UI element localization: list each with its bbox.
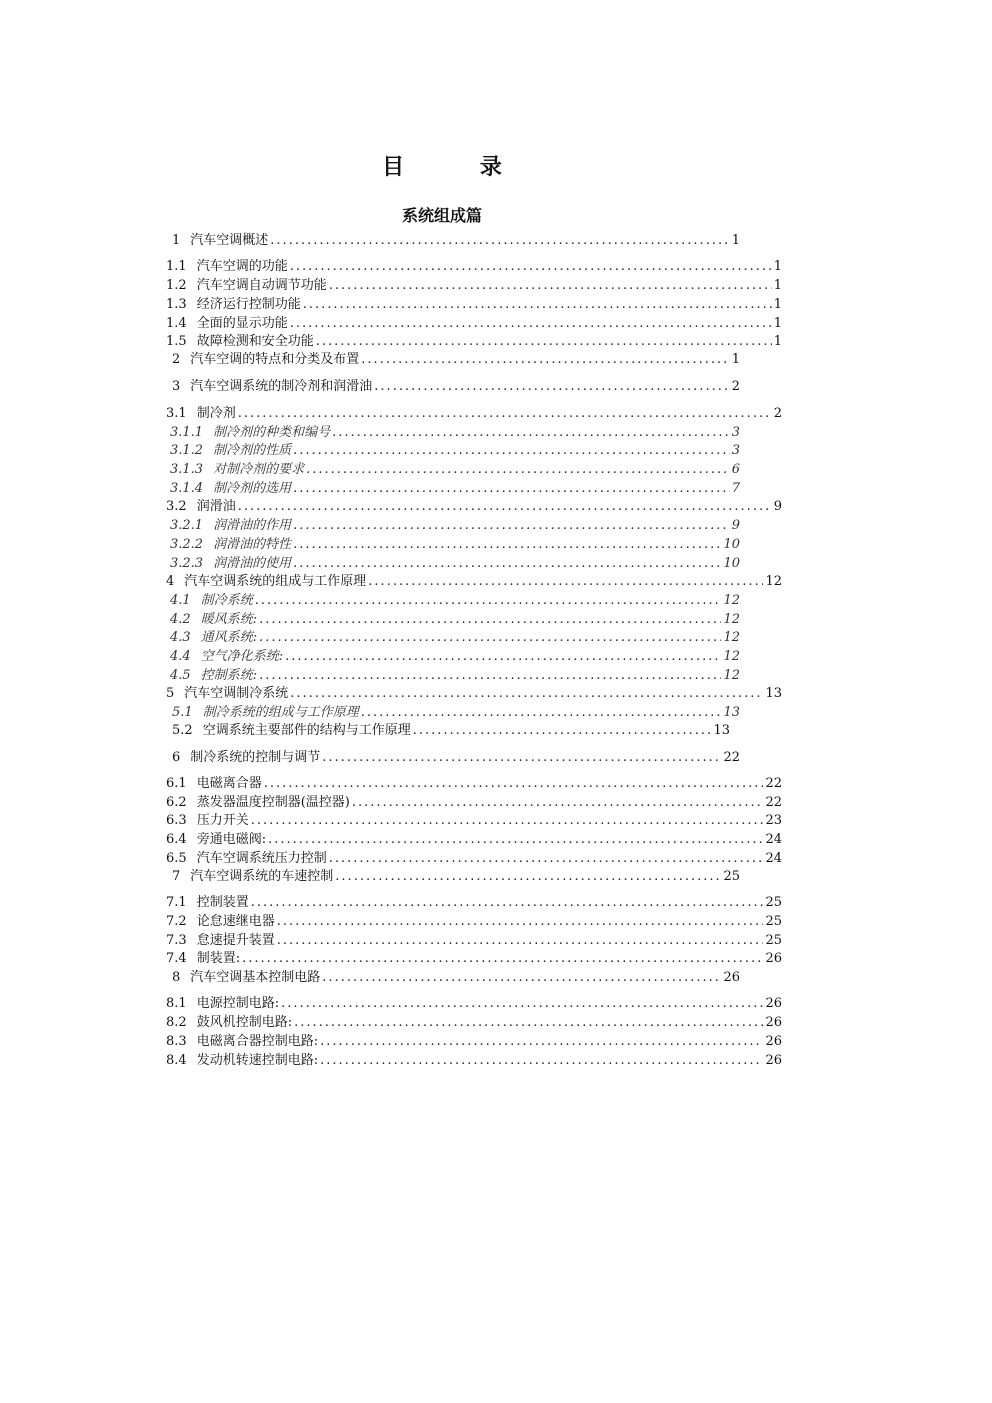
toc-entry[interactable] bbox=[166, 1034, 782, 1050]
toc-entry-title: 润滑油的作用 bbox=[213, 518, 292, 533]
toc-entry[interactable] bbox=[166, 996, 782, 1012]
toc-entry[interactable] bbox=[166, 832, 782, 848]
toc-entry-number: 1.5 bbox=[166, 334, 187, 349]
toc-entry-title: 润滑油的特性 bbox=[213, 537, 292, 552]
toc-entry-number: 1.3 bbox=[166, 297, 187, 312]
dot-leader bbox=[251, 813, 764, 829]
toc-entry[interactable] bbox=[170, 518, 740, 534]
toc-entry-number: 6.1 bbox=[166, 776, 187, 791]
toc-entry[interactable] bbox=[166, 499, 782, 515]
toc-entry-number: 1.4 bbox=[166, 316, 187, 331]
toc-entry[interactable] bbox=[170, 462, 740, 478]
toc-entry-page: 22 bbox=[765, 795, 782, 810]
toc-entry-number: 4.4 bbox=[170, 649, 191, 664]
toc-entry-title: 全面的显示功能 bbox=[196, 316, 288, 331]
toc-entry[interactable] bbox=[172, 723, 730, 739]
toc-entry[interactable] bbox=[166, 851, 782, 867]
toc-entry-page: 22 bbox=[723, 750, 740, 765]
dot-leader bbox=[251, 895, 764, 911]
dot-leader bbox=[329, 851, 764, 867]
toc-entry-page: 26 bbox=[765, 1034, 782, 1049]
toc-entry-number: 4.2 bbox=[170, 612, 191, 627]
toc-entry-number: 5 bbox=[166, 686, 175, 701]
toc-entry-number: 4.5 bbox=[170, 668, 191, 683]
toc-entry-title: 制冷剂的选用 bbox=[213, 481, 292, 496]
toc-entry-page: 12 bbox=[723, 593, 740, 608]
toc-entry-title: 控制装置 bbox=[196, 895, 249, 910]
toc-entry-number: 3.1.3 bbox=[170, 462, 204, 477]
toc-entry[interactable] bbox=[166, 334, 782, 350]
toc-entry-page: 1 bbox=[773, 259, 782, 274]
toc-entry[interactable] bbox=[170, 593, 740, 609]
toc-entry-page: 26 bbox=[723, 970, 740, 985]
toc-entry-number: 3.2 bbox=[166, 499, 187, 514]
toc-entry-title: 制装置: bbox=[196, 951, 241, 966]
toc-entry-number: 6.5 bbox=[166, 851, 187, 866]
toc-entry[interactable] bbox=[170, 537, 740, 553]
toc-entry[interactable] bbox=[166, 813, 782, 829]
dot-leader bbox=[316, 334, 772, 350]
toc-entry-page: 26 bbox=[765, 1015, 782, 1030]
toc-entry-title: 旁通电磁阀: bbox=[196, 832, 267, 847]
toc-entry-title: 汽车空调系统的车速控制 bbox=[190, 869, 334, 884]
toc-entry-page: 26 bbox=[765, 1053, 782, 1068]
dot-leader bbox=[255, 593, 722, 609]
toc-entry-title: 控制系统: bbox=[200, 668, 258, 683]
toc-entry-page: 3 bbox=[731, 443, 740, 458]
toc-entry-page: 25 bbox=[765, 914, 782, 929]
dot-leader bbox=[293, 443, 730, 459]
toc-entry[interactable] bbox=[172, 379, 740, 395]
toc-entry[interactable] bbox=[170, 425, 740, 441]
toc-entry-title: 制冷系统 bbox=[200, 593, 253, 608]
toc-entry-page: 13 bbox=[765, 686, 782, 701]
toc-entry-number: 6.4 bbox=[166, 832, 187, 847]
toc-entry-number: 2 bbox=[172, 352, 181, 367]
toc-entry[interactable] bbox=[172, 869, 740, 885]
dot-leader bbox=[293, 481, 730, 497]
toc-entry-title: 经济运行控制功能 bbox=[196, 297, 301, 312]
toc-entry-page: 12 bbox=[723, 668, 740, 683]
dot-leader bbox=[268, 832, 763, 848]
toc-entry-number: 6.3 bbox=[166, 813, 187, 828]
toc-entry-title: 汽车空调的特点和分类及布置 bbox=[190, 352, 360, 367]
toc-entry[interactable] bbox=[172, 233, 740, 249]
toc-entry-title: 汽车空调的功能 bbox=[196, 259, 288, 274]
dot-leader bbox=[374, 379, 729, 395]
toc-entry[interactable] bbox=[170, 668, 740, 684]
toc-entry-page: 10 bbox=[723, 537, 740, 552]
toc-entry-title: 电源控制电路: bbox=[196, 996, 280, 1011]
toc-entry-title: 蒸发器温度控制器(温控器) bbox=[196, 795, 350, 810]
toc-entry-title: 汽车空调概述 bbox=[190, 233, 269, 248]
toc-entry-number: 3.1.4 bbox=[170, 481, 204, 496]
dot-leader bbox=[293, 556, 721, 572]
toc-entry-title: 汽车空调自动调节功能 bbox=[196, 278, 327, 293]
toc-entry[interactable] bbox=[166, 776, 782, 792]
toc-entry[interactable] bbox=[166, 895, 782, 911]
toc-entry-page: 9 bbox=[773, 499, 782, 514]
toc-entry[interactable] bbox=[172, 705, 740, 721]
toc-entry-page: 12 bbox=[765, 574, 782, 589]
toc-entry-page: 12 bbox=[723, 649, 740, 664]
toc-entry-title: 制冷剂 bbox=[196, 406, 236, 421]
dot-leader bbox=[238, 406, 772, 422]
toc-entry[interactable] bbox=[172, 970, 740, 986]
toc-entry-title: 暖风系统: bbox=[200, 612, 258, 627]
toc-entry-page: 7 bbox=[731, 481, 740, 496]
dot-leader bbox=[306, 462, 730, 478]
dot-leader bbox=[238, 499, 772, 515]
toc-entry[interactable] bbox=[166, 686, 782, 702]
toc-entry-title: 汽车空调基本控制电路 bbox=[190, 970, 321, 985]
toc-entry[interactable] bbox=[170, 649, 740, 665]
toc-entry-page: 22 bbox=[765, 776, 782, 791]
toc-entry-number: 7.2 bbox=[166, 914, 187, 929]
toc-entry-title: 鼓风机控制电路: bbox=[196, 1015, 293, 1030]
toc-entry-page: 9 bbox=[731, 518, 740, 533]
toc-entry-page: 25 bbox=[723, 869, 740, 884]
toc-entry[interactable] bbox=[166, 259, 782, 275]
toc-entry-number: 4.1 bbox=[170, 593, 191, 608]
dot-leader bbox=[285, 649, 721, 665]
toc-entry[interactable] bbox=[166, 914, 782, 930]
toc-entry-page: 2 bbox=[773, 406, 782, 421]
toc-entry-number: 3.2.2 bbox=[170, 537, 204, 552]
dot-leader bbox=[290, 686, 763, 702]
dot-leader bbox=[242, 951, 763, 967]
dot-leader bbox=[293, 518, 730, 534]
toc-entry[interactable] bbox=[166, 1053, 782, 1069]
dot-leader bbox=[277, 933, 764, 949]
toc-entry-page: 2 bbox=[731, 379, 740, 394]
dot-leader bbox=[335, 869, 721, 885]
toc-entry-title: 空气净化系统: bbox=[200, 649, 284, 664]
toc-entry-number: 3.1.2 bbox=[170, 443, 204, 458]
toc-entry-title: 电磁离合器 bbox=[196, 776, 262, 791]
dot-leader bbox=[303, 297, 772, 313]
toc-entry-number: 3.2.3 bbox=[170, 556, 204, 571]
toc-entry-page: 6 bbox=[731, 462, 740, 477]
dot-leader bbox=[290, 259, 772, 275]
toc-entry-number: 5.1 bbox=[172, 705, 193, 720]
toc-entry-page: 24 bbox=[765, 851, 782, 866]
toc-entry[interactable] bbox=[172, 750, 740, 766]
dot-leader bbox=[293, 537, 721, 553]
dot-leader bbox=[322, 970, 721, 986]
toc-entry-title: 论怠速继电器 bbox=[196, 914, 275, 929]
dot-leader bbox=[281, 996, 763, 1012]
dot-leader bbox=[320, 1053, 763, 1069]
toc-entry-number: 5.2 bbox=[172, 723, 193, 738]
toc-entry-page: 13 bbox=[713, 723, 730, 738]
dot-leader bbox=[277, 914, 764, 930]
toc-entry[interactable] bbox=[166, 574, 782, 590]
toc-entry-number: 8 bbox=[172, 970, 181, 985]
toc-entry[interactable] bbox=[166, 316, 782, 332]
toc-entry-number: 4 bbox=[166, 574, 175, 589]
dot-leader bbox=[270, 233, 729, 249]
toc-entry-title: 电磁离合器控制电路: bbox=[196, 1034, 319, 1049]
dot-leader bbox=[290, 316, 772, 332]
toc-entry[interactable] bbox=[166, 297, 782, 313]
toc-entry-title: 发动机转速控制电路: bbox=[196, 1053, 319, 1068]
toc-entry-page: 3 bbox=[731, 425, 740, 440]
toc-entry-title: 润滑油 bbox=[196, 499, 236, 514]
toc-entry-title: 空调系统主要部件的结构与工作原理 bbox=[202, 723, 411, 738]
toc-entry-title: 汽车空调系统压力控制 bbox=[196, 851, 327, 866]
toc-entry-number: 6.2 bbox=[166, 795, 187, 810]
dot-leader bbox=[259, 668, 721, 684]
toc-entry-page: 24 bbox=[765, 832, 782, 847]
toc-entry[interactable] bbox=[166, 278, 782, 294]
toc-entry-title: 汽车空调系统的制冷剂和润滑油 bbox=[190, 379, 373, 394]
toc-entry-title: 制冷剂的性质 bbox=[213, 443, 292, 458]
toc-entry-number: 7.3 bbox=[166, 933, 187, 948]
dot-leader bbox=[294, 1015, 763, 1031]
toc-entry[interactable] bbox=[172, 352, 740, 368]
dot-leader bbox=[361, 352, 729, 368]
toc-entry-title: 汽车空调制冷系统 bbox=[184, 686, 289, 701]
toc-entry[interactable] bbox=[170, 481, 740, 497]
toc-entry-title: 压力开关 bbox=[196, 813, 249, 828]
section-title: 系统组成篇 bbox=[401, 206, 482, 225]
toc-entry-page: 26 bbox=[765, 951, 782, 966]
toc-entry-page: 1 bbox=[773, 297, 782, 312]
toc-entry-number: 1.1 bbox=[166, 259, 187, 274]
toc-entry-number: 3.2.1 bbox=[170, 518, 204, 533]
toc-entry-title: 润滑油的使用 bbox=[213, 556, 292, 571]
toc-entry-title: 对制冷剂的要求 bbox=[213, 462, 305, 477]
toc-entry-page: 25 bbox=[765, 933, 782, 948]
toc-entry-number: 7 bbox=[172, 869, 181, 884]
toc-entry-title: 制冷剂的种类和编号 bbox=[213, 425, 331, 440]
toc-entry-page: 13 bbox=[723, 705, 740, 720]
toc-entry-number: 3.1 bbox=[166, 406, 187, 421]
dot-leader bbox=[368, 574, 763, 590]
dot-leader bbox=[332, 425, 730, 441]
toc-entry-page: 10 bbox=[723, 556, 740, 571]
toc-entry[interactable] bbox=[166, 933, 782, 949]
toc-entry[interactable] bbox=[170, 630, 740, 646]
toc-entry-title: 怠速提升装置 bbox=[196, 933, 275, 948]
page-title: 目 录 bbox=[382, 154, 536, 180]
toc-entry-title: 制冷系统的组成与工作原理 bbox=[202, 705, 359, 720]
dot-leader bbox=[322, 750, 721, 766]
toc-entry[interactable] bbox=[170, 556, 740, 572]
toc-entry-number: 1.2 bbox=[166, 278, 187, 293]
dot-leader bbox=[413, 723, 712, 739]
dot-leader bbox=[352, 795, 764, 811]
toc-entry[interactable] bbox=[166, 1015, 782, 1031]
toc-entry-number: 1 bbox=[172, 233, 181, 248]
toc-entry-number: 8.3 bbox=[166, 1034, 187, 1049]
dot-leader bbox=[259, 630, 721, 646]
toc-entry-number: 8.1 bbox=[166, 996, 187, 1011]
toc-entry-title: 故障检测和安全功能 bbox=[196, 334, 314, 349]
toc-entry-number: 3.1.1 bbox=[170, 425, 204, 440]
toc-entry-page: 1 bbox=[773, 316, 782, 331]
toc-entry-page: 1 bbox=[773, 278, 782, 293]
toc-entry-page: 26 bbox=[765, 996, 782, 1011]
toc-entry-page: 12 bbox=[723, 612, 740, 627]
toc-entry-page: 1 bbox=[773, 334, 782, 349]
toc-entry-number: 8.4 bbox=[166, 1053, 187, 1068]
toc-entry-title: 汽车空调系统的组成与工作原理 bbox=[184, 574, 367, 589]
toc-entry-number: 8.2 bbox=[166, 1015, 187, 1030]
dot-leader bbox=[361, 705, 722, 721]
toc-entry-page: 23 bbox=[765, 813, 782, 828]
toc-entry-title: 通风系统: bbox=[200, 630, 258, 645]
toc-entry-page: 1 bbox=[731, 233, 740, 248]
toc-entry[interactable] bbox=[170, 443, 740, 459]
toc-entry-page: 12 bbox=[723, 630, 740, 645]
dot-leader bbox=[259, 612, 721, 628]
toc-entry[interactable] bbox=[170, 612, 740, 628]
dot-leader bbox=[264, 776, 764, 792]
toc-entry-number: 6 bbox=[172, 750, 181, 765]
toc-entry-page: 25 bbox=[765, 895, 782, 910]
toc-entry[interactable] bbox=[166, 406, 782, 422]
dot-leader bbox=[329, 278, 772, 294]
dot-leader bbox=[320, 1034, 763, 1050]
toc-entry-number: 7.1 bbox=[166, 895, 187, 910]
toc-entry-page: 1 bbox=[731, 352, 740, 367]
toc-entry-number: 3 bbox=[172, 379, 181, 394]
toc-entry[interactable] bbox=[166, 951, 782, 967]
toc-entry-number: 7.4 bbox=[166, 951, 187, 966]
toc-entry[interactable] bbox=[166, 795, 782, 811]
toc-entry-number: 4.3 bbox=[170, 630, 191, 645]
toc-entry-title: 制冷系统的控制与调节 bbox=[190, 750, 321, 765]
